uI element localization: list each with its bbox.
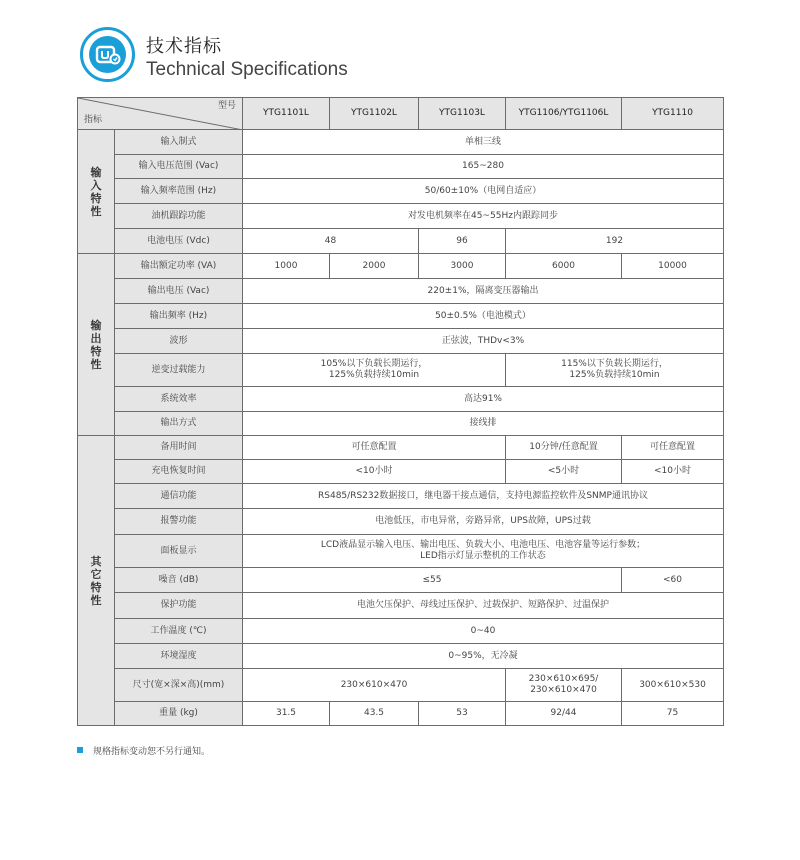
row-value: RS485/RS232数据接口，继电器干接点通信，支持电源监控软件及SNMP通讯协议: [243, 484, 724, 509]
row-value: 正弦波，THDv<3%: [243, 329, 724, 354]
row-value: 可任意配置: [243, 436, 506, 460]
row-value: <10小时: [243, 460, 506, 484]
page-title-cn: 技术指标: [146, 36, 222, 57]
model-header: YTG1110: [622, 98, 724, 130]
row-label: 电池电压 (Vdc): [115, 229, 243, 254]
row-label: 报警功能: [115, 509, 243, 535]
row-value: <10小时: [622, 460, 724, 484]
row-label: 工作温度 (℃): [115, 619, 243, 644]
table-row: [78, 619, 724, 644]
row-label: 油机跟踪功能: [115, 204, 243, 229]
table-row: [78, 329, 724, 354]
group-label-input: 输入特性: [78, 130, 115, 254]
row-value: ≤55: [243, 568, 622, 593]
row-value: [243, 535, 724, 568]
row-label: 波形: [115, 329, 243, 354]
row-label: 输出方式: [115, 412, 243, 436]
row-value: 220±1%，隔离变压器输出: [243, 279, 724, 304]
row-value: 230×610×470: [243, 669, 506, 702]
row-value: 电池欠压保护、母线过压保护、过载保护、短路保护、过温保护: [243, 593, 724, 619]
row-value: [506, 354, 724, 387]
row-value: 单相三线: [243, 130, 724, 155]
row-label: 环境湿度: [115, 644, 243, 669]
overload-line: 115%以下负载长期运行，: [561, 359, 668, 369]
model-header: YTG1106/YTG1106L: [506, 98, 622, 130]
ups-device-icon: [95, 43, 121, 67]
row-value: 对发电机频率在45~55Hz内跟踪同步: [243, 204, 724, 229]
row-value: [506, 669, 622, 702]
row-label: 充电恢复时间: [115, 460, 243, 484]
row-value: 48: [243, 229, 419, 254]
row-label: 输入电压范围 (Vac): [115, 155, 243, 179]
row-value: 电池低压，市电异常，旁路异常，UPS故障，UPS过载: [243, 509, 724, 535]
row-value: 接线排: [243, 412, 724, 436]
group-label-output: 输出特性: [78, 254, 115, 436]
row-value: 50/60±10%（电网自适应）: [243, 179, 724, 204]
row-value: <5小时: [506, 460, 622, 484]
row-value: 165~280: [243, 155, 724, 179]
row-label: 逆变过载能力: [115, 354, 243, 387]
table-row: [78, 460, 724, 484]
row-label: 系统效率: [115, 387, 243, 412]
row-label: 输出频率 (Hz): [115, 304, 243, 329]
row-label: 输出额定功率 (VA): [115, 254, 243, 279]
row-label: 噪音 (dB): [115, 568, 243, 593]
table-row: [78, 229, 724, 254]
corner-spec-label: 指标: [84, 115, 103, 125]
row-value: 2000: [330, 254, 419, 279]
row-value: 6000: [506, 254, 622, 279]
row-value: 75: [622, 702, 724, 726]
row-label: 输出电压 (Vac): [115, 279, 243, 304]
table-row: [78, 304, 724, 329]
row-label: 重量 (kg): [115, 702, 243, 726]
row-value: 3000: [419, 254, 506, 279]
overload-line: 105%以下负载长期运行，: [320, 359, 428, 369]
panel-line: LCD液晶显示输入电压、输出电压、负载大小、电池电压、电池容量等运行参数；: [320, 540, 646, 550]
panel-line: LED指示灯显示整机的工作状态: [420, 551, 546, 561]
footnote: [77, 744, 210, 757]
dimension-line: 230×610×695/: [528, 674, 599, 684]
row-label: 面板显示: [115, 535, 243, 568]
row-label: 尺寸(宽×深×高)(mm): [115, 669, 243, 702]
row-value: [243, 354, 506, 387]
row-label: 备用时间: [115, 436, 243, 460]
table-row: [78, 354, 724, 387]
overload-line: 125%负载持续10min: [328, 370, 420, 380]
row-label: 保护功能: [115, 593, 243, 619]
table-row: [78, 484, 724, 509]
table-row: [78, 279, 724, 304]
spec-table: [77, 97, 724, 726]
row-value: 92/44: [506, 702, 622, 726]
bullet-square-icon: [77, 747, 83, 753]
model-header: YTG1101L: [243, 98, 330, 130]
corner-model-label: 型号: [217, 101, 236, 111]
row-value: 0~40: [243, 619, 724, 644]
table-row: [78, 702, 724, 726]
table-corner-cell: [78, 98, 243, 130]
row-value: 53: [419, 702, 506, 726]
table-row: [78, 644, 724, 669]
group-label-other: 其它特性: [78, 436, 115, 726]
logo-badge: [80, 27, 135, 82]
table-row: [78, 593, 724, 619]
row-value: 192: [506, 229, 724, 254]
table-row: [78, 179, 724, 204]
table-row: [78, 155, 724, 179]
row-value: 43.5: [330, 702, 419, 726]
table-row: [78, 387, 724, 412]
table-header-row: [78, 98, 724, 130]
row-value: 10分钟/任意配置: [506, 436, 622, 460]
row-value: 高达91%: [243, 387, 724, 412]
row-value: 1000: [243, 254, 330, 279]
model-header: YTG1102L: [330, 98, 419, 130]
table-row: [78, 568, 724, 593]
page-title-en: Technical Specifications: [146, 59, 348, 80]
table-row: [78, 436, 724, 460]
row-value: 300×610×530: [622, 669, 724, 702]
table-row: [78, 204, 724, 229]
row-value: 0~95%，无冷凝: [243, 644, 724, 669]
page-header: [80, 27, 480, 87]
model-header: YTG1103L: [419, 98, 506, 130]
row-value: 可任意配置: [622, 436, 724, 460]
table-row: [78, 412, 724, 436]
row-label: 输入制式: [115, 130, 243, 155]
table-row: [78, 509, 724, 535]
footnote-text: 规格指标变动恕不另行通知。: [93, 747, 211, 757]
row-label: 通信功能: [115, 484, 243, 509]
row-label: 输入频率范围 (Hz): [115, 179, 243, 204]
table-row: [78, 254, 724, 279]
row-value: 31.5: [243, 702, 330, 726]
row-value: 50±0.5%（电池模式）: [243, 304, 724, 329]
row-value: 96: [419, 229, 506, 254]
table-row: [78, 535, 724, 568]
dimension-line: 230×610×470: [530, 685, 597, 695]
row-value: 10000: [622, 254, 724, 279]
table-row: [78, 669, 724, 702]
table-row: [78, 130, 724, 155]
row-value: <60: [622, 568, 724, 593]
overload-line: 125%负载持续10min: [569, 370, 660, 380]
